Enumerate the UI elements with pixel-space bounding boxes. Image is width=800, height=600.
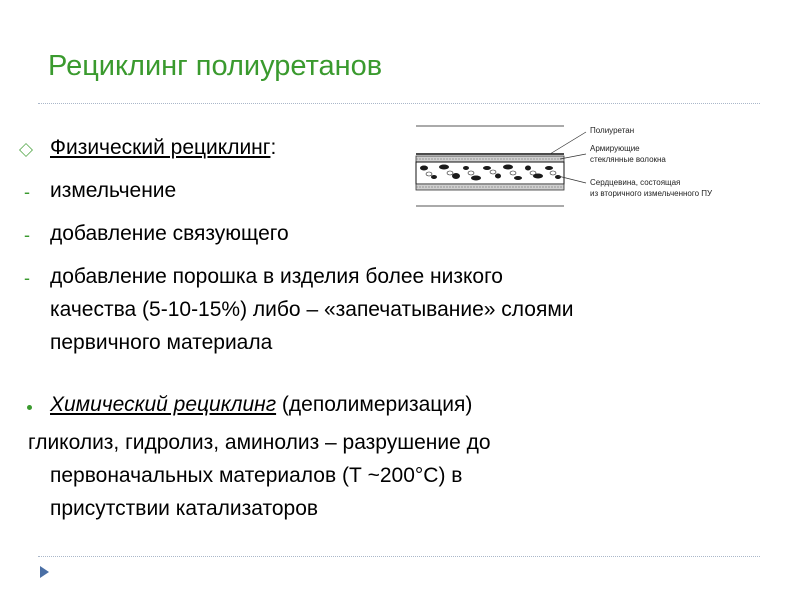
particle [463, 166, 469, 170]
bottom-divider [38, 556, 760, 557]
chemical-line: присутствии катализаторов [50, 497, 319, 520]
top-divider [38, 103, 760, 104]
particle [525, 166, 531, 171]
physical-item: добавление порошка в изделия более низкого [50, 265, 503, 288]
chemical-heading: Химический рециклинг [50, 393, 277, 416]
particle [495, 174, 501, 179]
diamond-bullet-icon [19, 143, 33, 157]
dash-bullet-icon: - [24, 225, 30, 245]
physical-heading-line [50, 133, 276, 163]
chemical-line: первоначальных материалов (Т ~200°С) в [50, 464, 463, 487]
physical-item-continued: качества (5-10-15%) либо – «запечатывание» слоями [50, 298, 574, 321]
chemical-heading-line [50, 390, 472, 420]
particle [420, 166, 428, 171]
dash-bullet-icon: - [24, 268, 30, 288]
particle [431, 175, 437, 179]
particle [483, 166, 491, 170]
particle [503, 165, 513, 170]
physical-item-continued: первичного материала [50, 331, 273, 354]
dot-bullet-icon [27, 405, 32, 410]
chemical-heading-rest: (деполимеризация) [276, 393, 473, 416]
particle [452, 173, 460, 179]
chemical-line: гликолиз, гидролиз, аминолиз – разрушение до [28, 431, 491, 454]
diagram-label: Сердцевина, состоящая [590, 178, 681, 187]
physical-heading-colon: : [270, 136, 277, 159]
diagram-label: Полиуретан [590, 126, 635, 135]
particle [514, 176, 522, 180]
slide-title: Рециклинг полиуретанов [48, 50, 383, 82]
triangle-right-icon[interactable] [40, 566, 49, 578]
diagram-label: стеклянные волокна [590, 155, 666, 164]
particle [545, 166, 553, 170]
diagram-label: из вторичного измельченного ПУ [590, 189, 713, 198]
dash-bullet-icon: - [24, 182, 30, 202]
diagram-label: Армирующие [590, 144, 640, 153]
particle [439, 165, 449, 170]
physical-item: добавление связующего [50, 222, 289, 245]
particle [533, 174, 543, 179]
physical-item: измельчение [50, 179, 177, 202]
leader-line [550, 132, 586, 154]
particle [471, 176, 481, 181]
physical-heading: Физический рециклинг [50, 136, 271, 159]
particle [555, 175, 561, 179]
sandwich-diagram [410, 118, 770, 218]
